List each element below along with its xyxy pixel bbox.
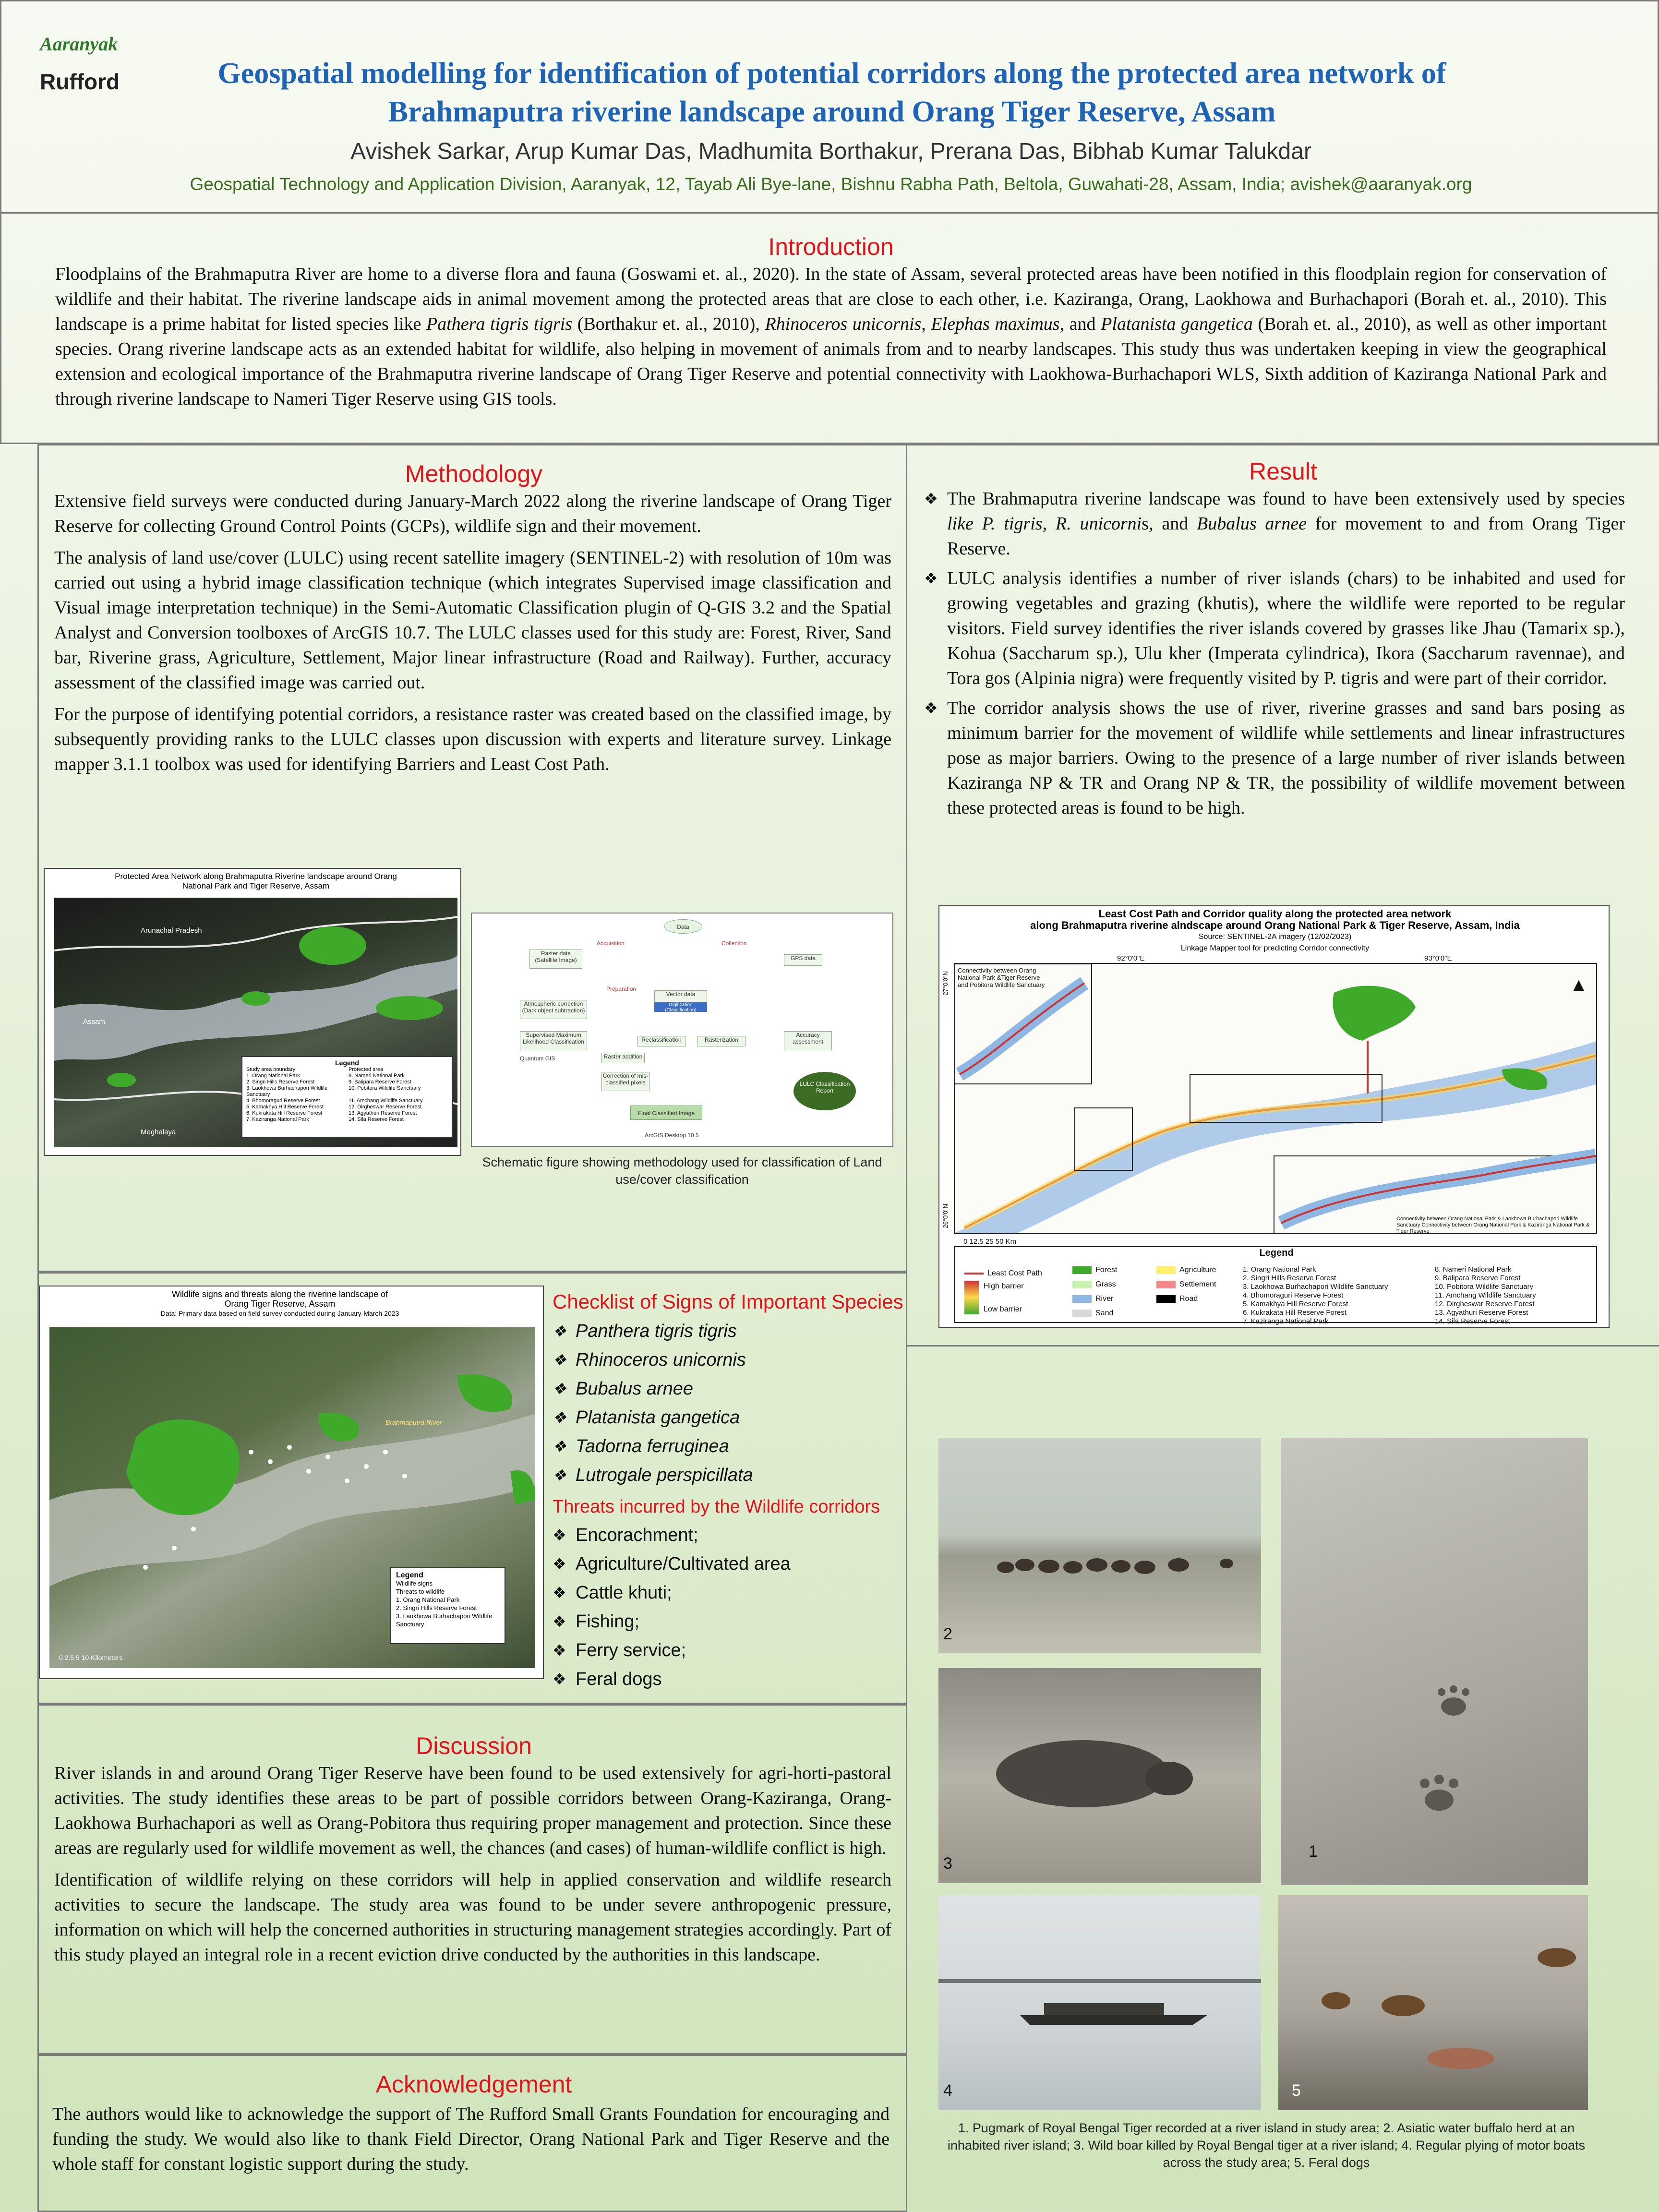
legend-low: Low barrier [984, 1305, 1022, 1313]
intro-text-d: , and [1059, 314, 1101, 334]
corridor-coord-lat-top: 27°0'0"N [942, 971, 949, 996]
pa-legend-item: 10. Pobitora Wildlife Sanctuary [349, 1085, 421, 1091]
wildlife-legend-item: Wildlife signs [396, 1580, 433, 1587]
discussion-p1: River islands in and around Orang Tiger Reserve have been found to be used extensively for agri-horti-pastoral activities. The study identifies these areas to be part of possible corridors between Orang-Kaziranga, Orang-Laokhowa Burhachapori as well as Orang-Pobitora thus requiring proper management and protection. Since these areas are regularly used for wildlife movement as well, the chances (and cases) of human-wildlife conflict is high. [54, 1763, 891, 1858]
poster-title [121, 54, 1542, 131]
pa-legend-item: 14. Sila Reserve Forest [349, 1117, 404, 1122]
legend-class-agriculture: Agriculture [1156, 1265, 1216, 1275]
acknowledgement-text: The authors would like to acknowledge the support of The Rufford Small Grants Foundation for encouraging and funding the study. We would also like to thank Field Director, Orang National Park and Tiger Reserve and the whole staff for constant logistic support during the study. [52, 2104, 890, 2174]
result-bullet-1: ❖ The Brahmaputra riverine landscape was found to have been extensively used by species like P. tigris, R. unicornis, and Bubalus arnee for movement to and from Orang Tiger Reserve. [924, 486, 1625, 561]
flow-node-raster: Raster data (Satellite Image) [529, 950, 582, 969]
flow-node-raster-add: Raster addition [601, 1053, 645, 1063]
wildlife-legend-item: 3. Laokhowa Burhachapori Wildlife Sanctuary [396, 1612, 493, 1628]
rufford-logo: Rufford [40, 69, 120, 94]
photos-caption: 1. Pugmark of Royal Bengal Tiger recorded at a river island in study area; 2. Asiatic water buffalo herd at an inhabited river island; 3. Wild boar killed by Royal Bengal tiger at a river island; 4. Regular plying of motor boats across the study area; 5. Feral dogs [947, 2121, 1586, 2170]
pa-legend-item: Protected area [349, 1067, 384, 1072]
pa-legend-item: 11. Amchang Wildlife Sanctuary [349, 1098, 423, 1104]
threat-item: ❖ Encorachment; [553, 1523, 908, 1547]
checklist-item: ❖ Tadorna ferruginea [553, 1434, 908, 1458]
wildlife-map-title [136, 1289, 424, 1318]
title-line-2: Brahmaputra riverine landscape around Orang Tiger Reserve, Assam [388, 96, 1276, 128]
methodology-title: Methodology [405, 460, 543, 487]
intro-text-e: (Borah et. al., 2010), as well as other important species. Orang riverine landscape acts as an extended habitat for wildlife, also helping in movement of animals from and to nearby landscapes. This study thus was undertaken keeping in view the geographical extension and ecological importance of the Brahmaputra riverine landscape of Orang Tiger Reserve and potential connectivity with Laokhowa-Burhachapori WLS, Sixth addition of Kaziranga National Park and through riverine landscape to Nameri Tiger Reserve using GIS tools. [55, 314, 1607, 409]
result-list [924, 486, 1625, 825]
corridor-map [938, 905, 1610, 1328]
flow-node-gps: GPS data [784, 954, 822, 966]
legend-pa-left: 1. Orang National Park 2. Singri Hills Reserve Forest 3. Laokhowa Burhachapori Wildlife Sanctuary 4. Bhomoraguri Reserve Forest 5. Kamakhya Hill Reserve Forest 6. Kukrakata Hill Reserve Forest 7. Kaziranga National Park [1243, 1265, 1388, 1325]
checklist-item: ❖ Rhinoceros unicornis [553, 1348, 908, 1372]
feral-dogs-graphic [1278, 1895, 1588, 2110]
threat-item: ❖ Cattle khuti; [553, 1581, 908, 1605]
intro-text-b: (Borthakur et. al., 2010), [572, 314, 765, 334]
wildlife-legend-item: Threats to wildlife [396, 1588, 445, 1595]
legend-class-river: River [1072, 1294, 1113, 1304]
checklist-item: ❖ Platanista gangetica [553, 1406, 908, 1430]
legend-class-road: Road [1156, 1294, 1198, 1304]
photo-pugmark [1281, 1438, 1588, 1885]
threats-title: Threats incurred by the Wildlife corridors [553, 1497, 880, 1517]
pa-map-label-assam: Assam [83, 1018, 105, 1026]
result-title: Result [1249, 458, 1317, 485]
pa-legend-item: 7. Kaziranga National Park [246, 1117, 309, 1122]
pa-legend-item: 6. Kukrakata Hill Reserve Forest [246, 1110, 323, 1116]
photo-number-5: 5 [1292, 2081, 1301, 2100]
flow-node-correction: Correction of mis-classified pixels [601, 1072, 649, 1091]
flow-node-atmos: Atmospheric correction (Dark object subtraction) [520, 1000, 587, 1019]
header-panel [0, 0, 1659, 214]
wildlife-map-river-label: Brahmaputra River [385, 1419, 442, 1426]
flow-node-digitization: Digitization (Classification) [654, 1002, 707, 1012]
intro-species-3: Elephas maximus [931, 314, 1060, 334]
corridor-map-frame [954, 963, 1597, 1234]
pa-map-label-meghalaya: Meghalaya [141, 1128, 176, 1136]
pa-legend-item: 3. Laokhowa Burhachapori Wildlife Sanctuary [246, 1085, 328, 1097]
flow-node-collection: Collection [721, 940, 747, 947]
flow-node-preparation: Preparation [606, 986, 637, 992]
photo-number-3: 3 [943, 1854, 952, 1873]
legend-pa-right: 8. Nameri National Park 9. Balipara Reserve Forest 10. Pobitora Wildlife Sanctuary 11. Amchang Wildlife Sanctuary 12. Dirgheswar Reserve Forest 13. Agyathuri Reserve Forest 14. Sila Reserve Forest [1435, 1265, 1536, 1325]
intro-species-2: Rhinoceros unicornis [765, 314, 922, 334]
photo-number-1: 1 [1309, 1842, 1318, 1861]
intro-text-c: , [921, 314, 931, 334]
corridor-map-title [939, 908, 1611, 954]
flow-node-reclass: Reclassification [637, 1036, 685, 1046]
methodology-flowchart [471, 913, 893, 1147]
introduction-text [55, 262, 1607, 411]
corridor-inset2-label: Connectivity between Orang National Park & Laokhowa Burhachapori Wildlife Sanctuary Connectivity between Orang National Park & Kaziranga National Park & Tiger Reserve [1396, 1216, 1590, 1234]
buffalo-herd-graphic [938, 1438, 1261, 1653]
threat-item: ❖ Fishing; [553, 1610, 908, 1634]
wildlife-map-subtitle: Data: Primary data based on field survey conducted during January-March 2023 [160, 1310, 399, 1317]
pa-legend-item: 4. Bhomoraguri Reserve Forest [246, 1098, 320, 1104]
discussion-text [54, 1761, 891, 1974]
photo-feral-dogs [1278, 1895, 1588, 2110]
checklist-list [553, 1319, 908, 1492]
photo-boat [938, 1895, 1261, 2110]
corridor-coord-left: 92°0'0"E [1117, 954, 1145, 962]
pa-legend-item: 1. Orang National Park [246, 1073, 300, 1079]
photo-number-4: 4 [943, 2081, 952, 2100]
wildlife-legend-title: Legend [396, 1571, 423, 1579]
pa-legend-title: Legend [335, 1059, 359, 1067]
methodology-panel [37, 444, 907, 1272]
wildlife-map-scale: 0 2.5 5 10 Kilometers [59, 1654, 123, 1661]
photo-wild-boar [938, 1668, 1261, 1883]
corridor-coord-right: 93°0'0"E [1424, 954, 1452, 962]
pa-legend-item: 9. Balipara Reserve Forest [349, 1079, 411, 1085]
intro-text-a: Floodplains of the Brahmaputra River are home to a diverse flora and fauna (Goswami et. al., 2020). In the state of Assam, several protected areas have been notified in this floodplain region for conservation of wildlife and their habitat. The riverine landscape aids in animal movement among the protected areas that are close to each other, i.e. Kaziranga, Orang, Laokhowa and Burhachapori (Borah et. al., 2010). This landscape is a prime habitat for listed species like [55, 264, 1607, 334]
north-arrow-icon: ▲ [1569, 974, 1588, 996]
discussion-panel [37, 1704, 907, 2055]
wildlife-map-title-1: Wildlife signs and threats along the riverine landscape of [171, 1289, 388, 1299]
result-bullet-2: ❖ LULC analysis identifies a number of river islands (chars) to be inhabited and used for growing vegetables and grazing (khutis), where the wildlife were reported to be regular visitors. Field survey identifies the river islands covered by grasses like Jhau (Tamarix sp.), Kohua (Saccharum sp.), Ulu kher (Imperata cylindrica), Ikora (Saccharum ravennae), and Tora gos (Alpinia nigra) were frequently visited by P. tigris and were part of their corridor. [924, 566, 1625, 691]
acknowledgement-title: Acknowledgement [375, 2071, 572, 2098]
threat-item: ❖ Feral dogs [553, 1667, 908, 1691]
legend-lcp: Least Cost Path [964, 1269, 1042, 1278]
threats-list [553, 1523, 908, 1696]
threat-item: ❖ Ferry service; [553, 1638, 908, 1662]
wildlife-map-frame [49, 1327, 535, 1668]
flowchart-caption: Schematic figure showing methodology used for classification of Land use/cover classification [482, 1155, 882, 1187]
flow-node-mlc: Supervised Maximum Likelihood Classification [520, 1031, 587, 1050]
pugmark-graphic [1281, 1438, 1588, 1885]
flow-node-accuracy: Accuracy assessment [784, 1031, 832, 1050]
legend-class-settlement: Settlement [1156, 1280, 1216, 1289]
corridor-map-title-3: Source: SENTINEL-2A imagery (12/02/2023) [1198, 933, 1352, 941]
discussion-p2: Identification of wildlife relying on these corridors will help in applied conservation and wildlife research activities to secure the landscape. The study area was found to be under severe anthropogenic pressure, information on which will help the concerned authorities in structuring management strategies accordingly. Part of this study played an integral role in a recent eviction drive conducted by the authorities in this landscape. [54, 1870, 891, 1965]
threat-item: ❖ Agriculture/Cultivated area [553, 1552, 908, 1576]
introduction-panel [0, 212, 1659, 444]
methodology-p3: For the purpose of identifying potential corridors, a resistance raster was created based on the classified image, by subsequently providing ranks to the LULC classes upon discussion with experts and literature survey. Linkage mapper 3.1.1 toolbox was used for identifying Barriers and Least Cost Path. [54, 704, 891, 774]
corridor-map-title-2: along Brahmaputra riverine alndscape around Orang National Park & Tiger Reserve, Assam, India [1030, 919, 1520, 931]
methodology-p1: Extensive field surveys were conducted during January-March 2022 along the riverine landscape of Orang Tiger Reserve for collecting Ground Control Points (GCPs), wildlife sign and their movement. [54, 491, 891, 536]
methodology-text [54, 489, 891, 783]
wildlife-panel [37, 1272, 907, 1704]
boat-graphic [938, 1895, 1261, 2110]
intro-species-4: Platanista gangetica [1101, 314, 1253, 334]
pa-legend-item: Study area boundary [246, 1067, 296, 1072]
legend-class-grass: Grass [1072, 1280, 1116, 1289]
title-line-1: Geospatial modelling for identification of potential corridors along the protected area network of [217, 57, 1446, 90]
legend-class-sand: Sand [1072, 1309, 1113, 1318]
pa-map-label-ap: Arunachal Pradesh [141, 926, 202, 935]
result-panel [907, 444, 1659, 1346]
checklist-item: ❖ Lutrogale perspicillata [553, 1463, 908, 1487]
pa-map-frame [54, 898, 457, 1147]
pa-legend-item: 13. Agyathuri Reserve Forest [349, 1110, 417, 1116]
authors: Avishek Sarkar, Arup Kumar Das, Madhumita Borthakur, Prerana Das, Bibhab Kumar Talukdar [350, 139, 1311, 164]
corridor-map-graphic [955, 964, 1597, 1234]
introduction-title: Introduction [768, 233, 894, 260]
result-bullet-3: ❖ The corridor analysis shows the use of river, riverine grasses and sand bars posing as minimum barrier for the movement of wildlife while settlements and linear infrastructures pose as major barriers. Owing to the presence of a large number of river islands between Kaziranga NP & TR and Orang NP & TR, the possibility of wildlife movement between these protected areas is found to be high. [924, 696, 1625, 820]
wild-boar-graphic [938, 1668, 1261, 1883]
pa-map-legend [241, 1056, 453, 1138]
checklist-title: Checklist of Signs of Important Species [553, 1290, 903, 1313]
flow-node-arcgis: ArcGIS Desktop 10.5 [645, 1132, 699, 1139]
discussion-title: Discussion [416, 1732, 532, 1759]
corridor-map-title-1: Least Cost Path and Corridor quality along the protected area network [1098, 908, 1452, 920]
checklist-item: ❖ Panthera tigris tigris [553, 1319, 908, 1343]
pa-legend-item: 8. Nameri National Park [349, 1073, 405, 1079]
flow-node-final: Final Classified Image [630, 1106, 702, 1120]
pa-legend-item: 5. Kamakhya Hill Reserve Forest [246, 1104, 324, 1110]
legend-barrier-ramp [964, 1281, 979, 1314]
flow-node-vector: Vector data [654, 990, 707, 1010]
acknowledgement-panel [37, 2055, 907, 2212]
corridor-legend [954, 1246, 1597, 1323]
flow-node-qgis: Quantum GIS [520, 1055, 555, 1062]
photo-number-2: 2 [943, 1625, 952, 1643]
corridor-coord-lat-bottom: 26°0'0"N [942, 1204, 949, 1228]
affiliation: Geospatial Technology and Application Division, Aaranyak, 12, Tayab Ali Bye-lane, Bishnu Rabha Path, Beltola, Guwahati-28, Assam, India; avishek@aaranyak.org [190, 174, 1472, 194]
pa-map-title: Protected Area Network along Brahmaputra Riverine landscape around Orang National Park and Tiger Reserve, Assam [115, 872, 397, 890]
wildlife-map-legend [390, 1567, 505, 1644]
legend-high: High barrier [984, 1282, 1024, 1290]
wildlife-legend-item: 2. Singri Hills Reserve Forest [396, 1604, 477, 1611]
pa-legend-item: 2. Singri Hills Reserve Forest [246, 1079, 315, 1085]
corridor-legend-title: Legend [1259, 1248, 1294, 1258]
intro-species-1: Pathera tigris tigris [426, 314, 573, 334]
aaranyak-logo: Aaranyak [40, 33, 118, 55]
wildlife-map [39, 1286, 544, 1679]
legend-class-forest: Forest [1072, 1265, 1117, 1275]
checklist-item: ❖ Bubalus arnee [553, 1377, 908, 1401]
methodology-p2: The analysis of land use/cover (LULC) using recent satellite imagery (SENTINEL-2) with resolution of 10m was carried out using a hybrid image classification technique (which integrates Supervised image classification and Visual image interpretation technique) in the Semi-Automatic Classification plugin of Q-GIS 3.2 and the Spatial Analyst and Conversion toolboxes of ArcGIS 10.7. The LULC classes used for this study are: Forest, River, Sand bar, Riverine grass, Agriculture, Settlement, Major linear infrastructure (Road and Railway). Further, accuracy assessment of the classified image was carried out. [54, 548, 891, 693]
pa-network-map [44, 868, 461, 1156]
flow-node-acquisition: Acquisition [597, 940, 625, 947]
corridor-scale: 0 12.5 25 50 Km [963, 1238, 1017, 1246]
wildlife-legend-item: 1. Orang National Park [396, 1596, 460, 1603]
flow-node-raster-ize: Rasterization [697, 1036, 745, 1046]
corridor-map-title-4: Linkage Mapper tool for predicting Corridor connectivity [1180, 944, 1370, 952]
corridor-inset1-label: Connectivity between Orang National Park &Tiger Reserve and Pobitora Wildlife Sanctuary [958, 967, 1045, 988]
wildlife-map-title-2: Orang Tiger Reserve, Assam [224, 1299, 336, 1309]
photo-buffalo [938, 1438, 1261, 1653]
flow-node-data: Data [664, 919, 702, 934]
flow-node-report: LULC Classification Report [793, 1072, 856, 1110]
pa-legend-item: 12. Dirgheswar Reserve Forest [349, 1104, 422, 1110]
